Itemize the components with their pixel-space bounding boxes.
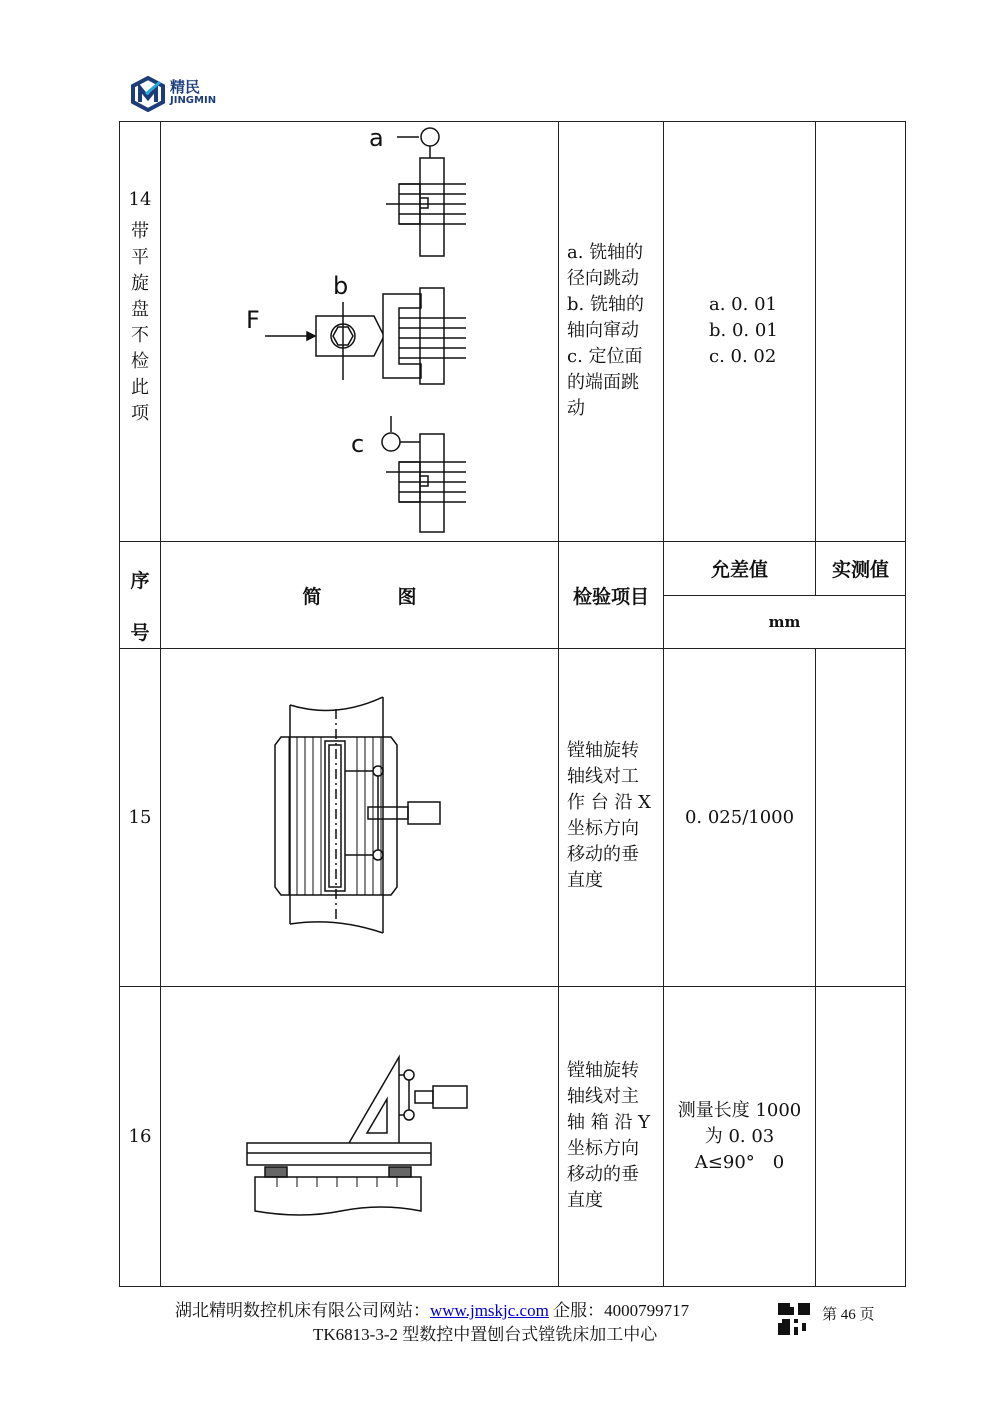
footer [175,1296,689,1321]
row-note: 带 平 旋 盘 不 检 此 项 [131,221,149,424]
measured-value-input[interactable] [816,122,905,541]
svg-text:b: b [333,272,349,300]
header-unit: mm [768,613,801,631]
tolerance-value: a. 0. 01 b. 0. 01 c. 0. 02 [709,294,778,367]
header-measured: 实测值 [831,559,889,581]
tolerance-value: 测量长度 1000 为 0. 03 A≤90° 0 [677,1100,802,1173]
measured-value-input[interactable] [816,987,905,1286]
logo-mark-icon [130,76,166,112]
header-no: 序 号 [130,570,150,644]
inspection-item: 镗轴旋转 轴线对工 作 台 沿 X 坐标方向 移动的垂 直度 [567,740,651,891]
svg-text:a: a [369,124,384,152]
measured-value-input[interactable] [816,649,905,986]
header-diagram: 简 图 [302,585,417,608]
row-number: 16 [128,1126,152,1147]
website-link[interactable]: www.jmskjc.com [430,1301,549,1320]
qr-code-icon [778,1303,810,1335]
row-number: 14 [128,189,152,210]
footer-model: TK6813-3-2 型数控中置刨台式镗铣床加工中心 [313,1325,658,1344]
diagram-spindle-runout [161,122,557,540]
tolerance-value: 0. 025/1000 [684,807,795,828]
logo-en: JINGMIN [170,95,217,106]
diagram-y-perpendicularity [161,987,557,1285]
page-number: 第 46 页 [822,1307,875,1323]
diagram-x-perpendicularity [161,649,557,985]
logo [130,76,230,112]
svg-text:F: F [246,306,260,334]
footer-company: 湖北精明数控机床有限公司网站： [175,1301,430,1320]
header-item: 检验项目 [572,585,649,608]
logo-cn: 精民 [170,78,201,96]
row-number: 15 [128,807,152,828]
svg-text:c: c [351,430,365,458]
inspection-item: a. 铣轴的 径向跳动 b. 铣轴的 轴向窜动 c. 定位面 的端面跳 动 [567,242,644,419]
footer-service: 企服：4000799717 [548,1301,690,1320]
header-tolerance: 允差值 [710,559,768,581]
inspection-item: 镗轴旋转 轴线对主 轴 箱 沿 Y 坐标方向 移动的垂 直度 [567,1060,651,1211]
